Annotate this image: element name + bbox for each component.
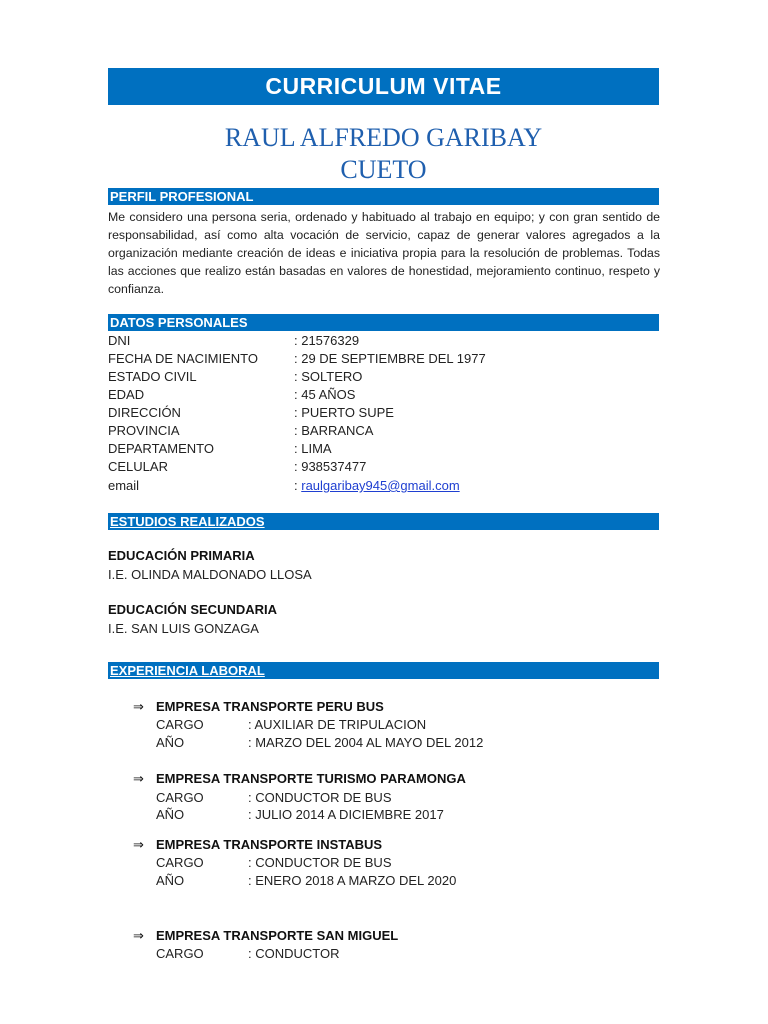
section-estudios-bar: [108, 513, 659, 530]
job-company: EMPRESA TRANSPORTE PERU BUS: [156, 699, 384, 714]
job-anio-label: AÑO: [156, 873, 185, 888]
datos-key: CELULAR: [108, 459, 168, 474]
email-value-wrap: [294, 477, 460, 495]
job-company: EMPRESA TRANSPORTE INSTABUS: [156, 837, 383, 852]
datos-key: DNI: [108, 333, 131, 348]
job-anio-label: AÑO: [156, 735, 185, 750]
datos-key: EDAD: [108, 387, 145, 402]
perfil-text: Me considero una persona seria, ordenado y habituado al trabajo en equipo; y con gran sentido de responsabilidad, así como alta vocación de servicio, capaz de generar valores agregados a la organización mediante creación de ideas e iniciativa propia para la resolución de problemas. Todas las acciones que realizo están basadas en valores de honestidad, mejoramiento continuo, respeto y confianza.: [108, 210, 660, 296]
job-anio-value: : MARZO DEL 2004 AL MAYO DEL 2012: [248, 735, 484, 750]
datos-value: : PUERTO SUPE: [294, 405, 394, 420]
person-name-line2: CUETO: [340, 155, 427, 184]
section-datos-heading: DATOS PERSONALES: [110, 315, 248, 330]
datos-value: : LIMA: [294, 441, 332, 456]
section-estudios-heading: ESTUDIOS REALIZADOS: [110, 514, 265, 529]
arrow-icon: ⇒: [133, 837, 144, 852]
person-name-line1: RAUL ALFREDO GARIBAY: [224, 123, 543, 152]
job-cargo-value: : CONDUCTOR DE BUS: [248, 790, 392, 805]
edu-primaria-label: EDUCACIÓN PRIMARIA: [108, 548, 255, 563]
datos-key: DEPARTAMENTO: [108, 441, 214, 456]
arrow-icon: ⇒: [133, 699, 144, 714]
job-company: EMPRESA TRANSPORTE SAN MIGUEL: [156, 928, 399, 943]
section-experiencia-heading: EXPERIENCIA LABORAL: [110, 663, 265, 678]
job-cargo-label: CARGO: [156, 946, 204, 961]
job-anio-label: AÑO: [156, 807, 185, 822]
section-experiencia-bar: [108, 662, 659, 679]
section-perfil-bar: [108, 188, 659, 205]
job-cargo-label: CARGO: [156, 855, 204, 870]
job-heading: [133, 770, 466, 788]
job-cargo-label: CARGO: [156, 790, 204, 805]
datos-key: FECHA DE NACIMIENTO: [108, 351, 259, 366]
job-heading: [133, 698, 384, 716]
datos-value: : 29 DE SEPTIEMBRE DEL 1977: [294, 351, 486, 366]
edu-secundaria-label: EDUCACIÓN SECUNDARIA: [108, 602, 278, 617]
job-company: EMPRESA TRANSPORTE TURISMO PARAMONGA: [156, 771, 466, 786]
datos-value: : 938537477: [294, 459, 367, 474]
edu-primaria-value: I.E. OLINDA MALDONADO LLOSA: [108, 567, 312, 582]
cv-title-bar: [108, 68, 659, 105]
job-anio-value: : JULIO 2014 A DICIEMBRE 2017: [248, 807, 444, 822]
datos-value: : SOLTERO: [294, 369, 363, 384]
datos-key: ESTADO CIVIL: [108, 369, 197, 384]
datos-value: : 45 AÑOS: [294, 387, 356, 402]
datos-key: DIRECCIÓN: [108, 405, 181, 420]
arrow-icon: ⇒: [133, 928, 144, 943]
email-link[interactable]: raulgaribay945@gmail.com: [301, 478, 460, 493]
section-perfil-heading: PERFIL PROFESIONAL: [110, 189, 254, 204]
email-key: email: [108, 478, 140, 493]
job-cargo-value: : AUXILIAR DE TRIPULACION: [248, 717, 427, 732]
person-name: [108, 122, 659, 186]
job-cargo-label: CARGO: [156, 717, 204, 732]
job-cargo-value: : CONDUCTOR: [248, 946, 340, 961]
job-heading: [133, 927, 398, 945]
datos-value: : 21576329: [294, 333, 360, 348]
section-datos-bar: [108, 314, 659, 331]
arrow-icon: ⇒: [133, 771, 144, 786]
cv-title: CURRICULUM VITAE: [265, 73, 502, 99]
job-heading: [133, 836, 382, 854]
datos-value: : BARRANCA: [294, 423, 374, 438]
job-anio-value: : ENERO 2018 A MARZO DEL 2020: [248, 873, 457, 888]
email-colon: :: [294, 478, 302, 493]
edu-secundaria-value: I.E. SAN LUIS GONZAGA: [108, 621, 259, 636]
job-cargo-value: : CONDUCTOR DE BUS: [248, 855, 392, 870]
datos-key: PROVINCIA: [108, 423, 180, 438]
